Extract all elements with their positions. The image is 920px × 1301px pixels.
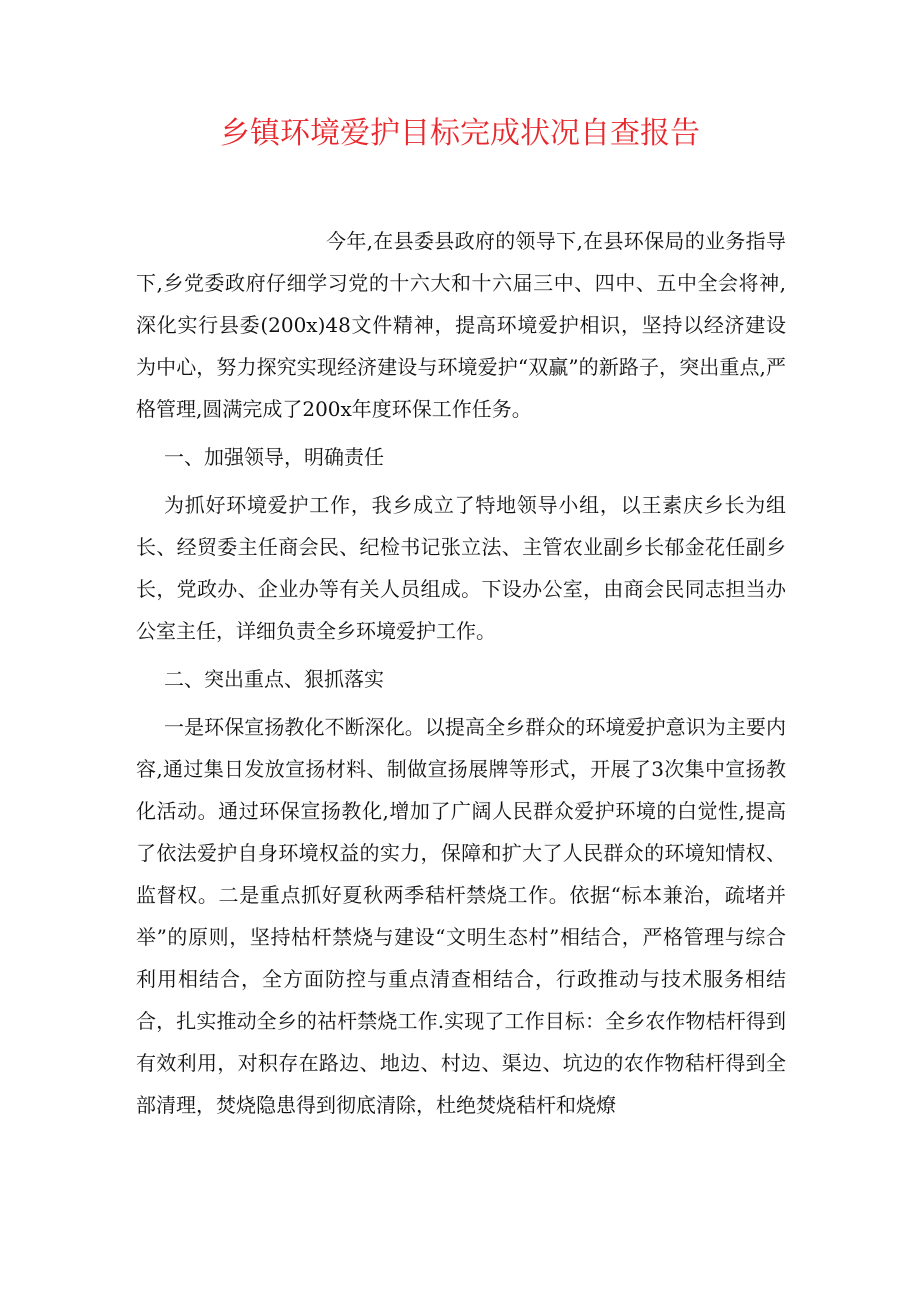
section-heading-2: 二、突出重点、狠抓落实: [164, 667, 384, 691]
document-body: [136, 220, 786, 1132]
document-title: 乡镇环境爱护目标完成状况自查报告: [220, 116, 700, 151]
paragraph-intro: 今年,在县委县政府的领导下,在县环保局的业务指导下,乡党委政府仔细学习党的十六大和十六届三中、四中、五中全会将神,深化实行县委(200x)48文件精神，提高环境爱护相识，坚持以经济建设为中心，努力探究实现经济建设与环境爱护“双赢”的新路子，突出重点,严格管理,圆满完成了200x年度环保工作任务。: [136, 229, 786, 421]
paragraph-implementation: 一是环保宣扬教化不断深化。以提高全乡群众的环境爱护意识为主要内容,通过集日发放宣扬材料、制做宣扬展牌等形式，开展了3次集中宣扬教化活动。通过环保宣扬教化,增加了广阔人民群众爱护环境的白觉性,提高了依法爱护自身环境权益的实力，保障和扩大了人民群众的环境知情权、监督权。二是重点抓好夏秋两季秸杆禁烧工作。依据“标本兼治，疏堵并举”的原则，坚持枯杆禁烧与建设“文明生态村”相结合，严格管理与综合利用相结合，全方面防控与重点清查相结合，行政推动与技术服务相结合，扎实推动全乡的祜杆禁烧工作.实现了工作目标：全乡农作物桔杆得到有效利用，对积存在路边、地边、村边、渠边、坑边的农作物秸杆得到全部清理，焚烧隐患得到彻底清除，杜绝焚烧秸杆和烧燎: [136, 715, 786, 1117]
paragraph-leadership: 为抓好环境爱护工作，我乡成立了特地领导小组，以王素庆乡长为组长、经贸委主任商会民、纪检书记张立法、主管农业副乡长郁金花任副乡长，党政办、企业办等有关人员组成。下设办公室，由商会民同志担当办公室主任，详细负责全乡环境爱护工作。: [136, 493, 786, 643]
section-heading-1: 一、加强领导，明确责任: [164, 445, 384, 469]
